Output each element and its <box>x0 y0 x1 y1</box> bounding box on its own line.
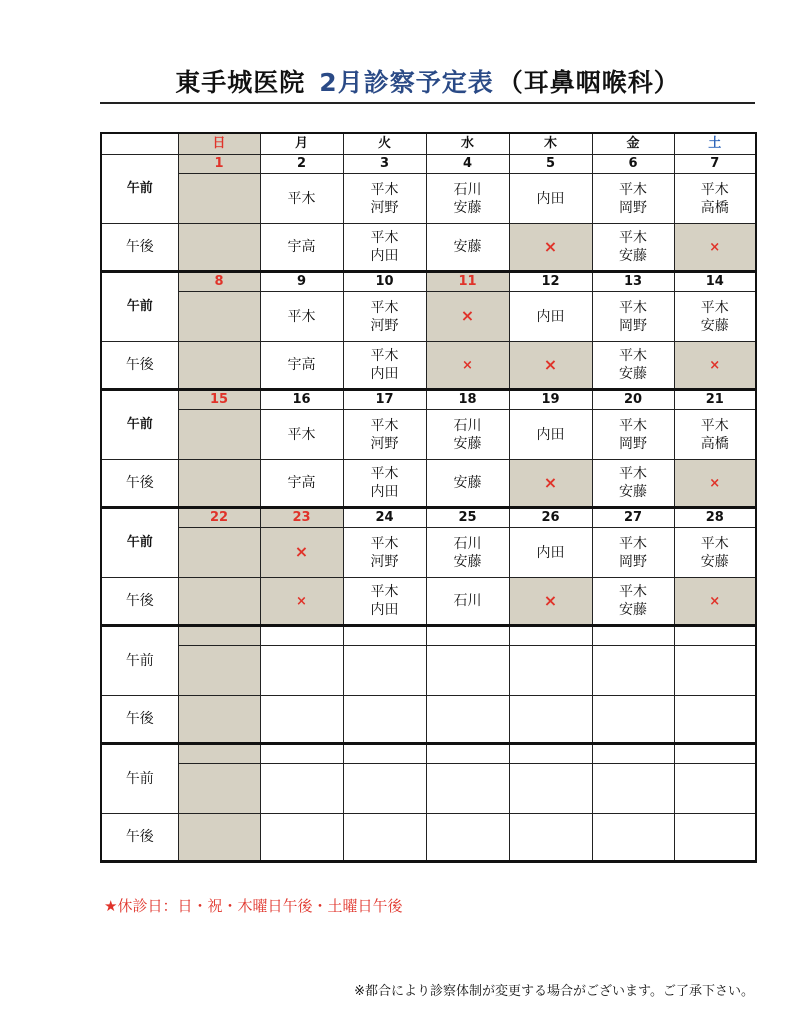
pm-cell <box>178 460 260 508</box>
blank-am-cell <box>178 764 260 814</box>
date-cell: 11 <box>426 272 509 292</box>
am-cell <box>178 292 260 342</box>
date-cell: 1 <box>178 155 260 174</box>
am-cell <box>178 410 260 460</box>
blank-pm-cell <box>509 696 592 744</box>
closed-mark-icon: × <box>543 472 558 492</box>
weekday-thu: 木 <box>509 133 592 155</box>
am-cell <box>178 174 260 224</box>
doctor-names: 平木 高橋 <box>700 181 729 216</box>
blank-am-row <box>101 646 756 696</box>
doctor-names: 宇高 <box>287 357 316 373</box>
date-cell: 7 <box>674 155 756 174</box>
doctor-names: 平木 岡野 <box>619 535 647 570</box>
pm-cell <box>674 578 756 626</box>
holiday-note: ★休診日：日・祝・木曜日午後・土曜日午後 <box>104 897 403 915</box>
doctor-names: 平木 <box>287 308 316 325</box>
closed-mark-icon: × <box>709 475 721 491</box>
am-cell <box>343 528 426 578</box>
blank-am-cell <box>674 646 756 696</box>
schedule-table <box>100 132 757 863</box>
date-cell: 24 <box>343 508 426 528</box>
weekday-mon: 月 <box>260 133 343 155</box>
date-cell: 17 <box>343 390 426 410</box>
pm-cell <box>509 342 592 390</box>
doctor-names: 平木 岡野 <box>619 299 647 334</box>
pm-cell <box>426 342 509 390</box>
weekday-wed: 水 <box>426 133 509 155</box>
doctor-names: 内田 <box>536 544 565 561</box>
pm-cell <box>178 578 260 626</box>
blank-pm-cell <box>674 696 756 744</box>
session-label-pm: 午後 <box>101 578 178 626</box>
date-cell: 5 <box>509 155 592 174</box>
pm-cell <box>260 578 343 626</box>
am-cell <box>674 292 756 342</box>
doctor-names: 石川 安藤 <box>453 417 482 452</box>
date-cell: 19 <box>509 390 592 410</box>
closed-mark-icon: × <box>543 354 558 374</box>
blank-date-cell <box>343 626 426 646</box>
blank-date-cell <box>343 744 426 764</box>
schedule-month: 2月診察予定表 <box>319 68 494 97</box>
pm-cell <box>674 460 756 508</box>
blank-am-cell <box>178 646 260 696</box>
blank-date-cell <box>426 744 509 764</box>
blank-date-cell <box>260 626 343 646</box>
doctor-names: 平木 安藤 <box>619 230 647 264</box>
blank-pm-cell <box>426 696 509 744</box>
session-label-am: 午前 <box>101 508 178 578</box>
closed-mark-icon: × <box>460 306 475 325</box>
blank-am-cell <box>509 764 592 814</box>
weekday-header-row <box>101 133 756 155</box>
pm-cell <box>592 224 674 272</box>
pm-row <box>101 342 756 390</box>
closed-mark-icon: × <box>296 593 307 609</box>
weekday-sun: 日 <box>178 133 260 155</box>
blank-date-cell <box>592 626 674 646</box>
doctor-names: 安藤 <box>453 475 482 491</box>
am-cell <box>178 528 260 578</box>
am-cell <box>260 410 343 460</box>
pm-cell <box>260 224 343 272</box>
blank-date-cell <box>426 626 509 646</box>
pm-cell <box>509 224 592 272</box>
session-label-pm: 午後 <box>101 460 178 508</box>
am-cell <box>592 410 674 460</box>
pm-cell <box>509 578 592 626</box>
pm-cell <box>260 460 343 508</box>
session-label-am: 午前 <box>101 744 178 814</box>
pm-cell <box>592 578 674 626</box>
session-label-am: 午前 <box>101 626 178 696</box>
session-label-am: 午前 <box>101 155 178 224</box>
blank-date-row <box>101 626 756 646</box>
blank-am-cell <box>592 764 674 814</box>
doctor-names: 内田 <box>536 426 565 443</box>
am-cell <box>343 292 426 342</box>
date-row <box>101 390 756 410</box>
session-label-pm: 午後 <box>101 814 178 862</box>
blank-pm-cell <box>426 814 509 862</box>
am-cell <box>674 528 756 578</box>
doctor-names: 平木 内田 <box>370 348 399 382</box>
am-cell <box>509 410 592 460</box>
blank-am-cell <box>343 764 426 814</box>
am-cell <box>426 174 509 224</box>
closed-mark-icon: × <box>294 542 309 561</box>
am-cell <box>426 410 509 460</box>
date-cell: 27 <box>592 508 674 528</box>
date-cell: 2 <box>260 155 343 174</box>
blank-date-cell <box>178 744 260 764</box>
session-label-pm: 午後 <box>101 224 178 272</box>
doctor-names: 平木 安藤 <box>619 348 647 382</box>
doctor-names: 平木 内田 <box>370 584 399 618</box>
am-cell <box>343 410 426 460</box>
date-cell: 8 <box>178 272 260 292</box>
date-cell: 10 <box>343 272 426 292</box>
doctor-names: 平木 河野 <box>370 535 399 570</box>
date-cell: 14 <box>674 272 756 292</box>
blank-pm-cell <box>260 814 343 862</box>
blank-am-cell <box>509 646 592 696</box>
blank-pm-cell <box>592 814 674 862</box>
doctor-names: 平木 安藤 <box>619 584 647 618</box>
am-cell <box>674 410 756 460</box>
pm-row <box>101 460 756 508</box>
blank-pm-cell <box>592 696 674 744</box>
blank-am-cell <box>592 646 674 696</box>
closed-mark-icon: × <box>709 357 721 373</box>
date-cell: 22 <box>178 508 260 528</box>
am-cell <box>674 174 756 224</box>
doctor-names: 宇高 <box>287 239 316 255</box>
doctor-names: 平木 内田 <box>370 230 399 264</box>
doctor-names: 宇高 <box>287 475 316 491</box>
session-label-pm: 午後 <box>101 696 178 744</box>
pm-row <box>101 578 756 626</box>
date-row <box>101 155 756 174</box>
blank-am-cell <box>426 646 509 696</box>
session-label-am: 午前 <box>101 272 178 342</box>
blank-am-cell <box>426 764 509 814</box>
date-cell: 25 <box>426 508 509 528</box>
blank-am-cell <box>343 646 426 696</box>
blank-pm-cell <box>178 696 260 744</box>
date-cell: 18 <box>426 390 509 410</box>
blank-date-cell <box>592 744 674 764</box>
pm-cell <box>426 578 509 626</box>
am-cell <box>343 174 426 224</box>
blank-am-row <box>101 764 756 814</box>
am-cell <box>592 292 674 342</box>
pm-row <box>101 224 756 272</box>
blank-pm-cell <box>260 696 343 744</box>
weekday-tue: 火 <box>343 133 426 155</box>
am-row <box>101 410 756 460</box>
doctor-names: 平木 <box>287 190 316 207</box>
pm-cell <box>426 460 509 508</box>
doctor-names: 石川 <box>453 593 482 609</box>
pm-cell <box>343 342 426 390</box>
doctor-names: 内田 <box>536 308 565 325</box>
date-cell: 26 <box>509 508 592 528</box>
closed-mark-icon: × <box>543 590 558 610</box>
pm-cell <box>426 224 509 272</box>
date-cell: 16 <box>260 390 343 410</box>
date-cell: 4 <box>426 155 509 174</box>
am-cell <box>426 528 509 578</box>
pm-cell <box>260 342 343 390</box>
date-row <box>101 508 756 528</box>
date-cell: 28 <box>674 508 756 528</box>
doctor-names: 平木 内田 <box>370 466 399 500</box>
date-cell: 6 <box>592 155 674 174</box>
date-cell: 3 <box>343 155 426 174</box>
doctor-names: 平木 安藤 <box>700 299 729 334</box>
pm-cell <box>343 460 426 508</box>
blank-pm-cell <box>343 696 426 744</box>
doctor-names: 平木 河野 <box>370 299 399 334</box>
clinic-name: 東手城医院 <box>175 68 306 97</box>
am-cell <box>592 528 674 578</box>
am-cell <box>509 174 592 224</box>
header-corner <box>101 133 178 155</box>
blank-pm-cell <box>343 814 426 862</box>
am-row <box>101 528 756 578</box>
blank-pm-cell <box>509 814 592 862</box>
pm-cell <box>343 578 426 626</box>
blank-date-cell <box>178 626 260 646</box>
pm-cell <box>509 460 592 508</box>
blank-pm-cell <box>674 814 756 862</box>
doctor-names: 内田 <box>536 190 565 207</box>
page-title <box>100 66 755 100</box>
am-cell <box>592 174 674 224</box>
weekday-fri: 金 <box>592 133 674 155</box>
doctor-names: 平木 岡野 <box>619 417 647 452</box>
am-cell <box>260 174 343 224</box>
pm-cell <box>343 224 426 272</box>
doctor-names: 石川 安藤 <box>453 181 482 216</box>
blank-am-cell <box>260 764 343 814</box>
doctor-names: 平木 高橋 <box>700 417 729 452</box>
blank-date-cell <box>674 744 756 764</box>
am-cell <box>509 292 592 342</box>
pm-cell <box>674 224 756 272</box>
blank-date-cell <box>509 626 592 646</box>
am-cell <box>509 528 592 578</box>
session-label-pm: 午後 <box>101 342 178 390</box>
blank-date-cell <box>260 744 343 764</box>
am-cell <box>426 292 509 342</box>
blank-am-cell <box>674 764 756 814</box>
date-cell: 20 <box>592 390 674 410</box>
doctor-names: 平木 河野 <box>370 181 399 216</box>
doctor-names: 平木 <box>287 426 316 443</box>
department-name: （耳鼻咽喉科） <box>497 68 680 97</box>
date-row <box>101 272 756 292</box>
footer-note: ※都合により診察体制が変更する場合がございます。ご了承下さい。 <box>354 984 754 999</box>
blank-date-cell <box>509 744 592 764</box>
date-cell: 21 <box>674 390 756 410</box>
title-bar <box>100 66 755 104</box>
pm-cell <box>674 342 756 390</box>
closed-mark-icon: × <box>709 239 721 255</box>
doctor-names: 平木 河野 <box>370 417 399 452</box>
am-row <box>101 174 756 224</box>
pm-cell <box>592 460 674 508</box>
pm-cell <box>592 342 674 390</box>
pm-cell <box>178 342 260 390</box>
doctor-names: 安藤 <box>453 239 482 255</box>
doctor-names: 石川 安藤 <box>453 535 482 570</box>
closed-mark-icon: × <box>709 593 721 609</box>
date-cell: 15 <box>178 390 260 410</box>
blank-date-row <box>101 744 756 764</box>
blank-pm-row <box>101 696 756 744</box>
doctor-names: 平木 安藤 <box>700 535 729 570</box>
doctor-names: 平木 岡野 <box>619 181 647 216</box>
session-label-am: 午前 <box>101 390 178 460</box>
pm-cell <box>178 224 260 272</box>
am-cell <box>260 292 343 342</box>
doctor-names: 平木 安藤 <box>619 466 647 500</box>
am-row <box>101 292 756 342</box>
closed-mark-icon: × <box>462 357 473 373</box>
date-cell: 13 <box>592 272 674 292</box>
blank-am-cell <box>260 646 343 696</box>
closed-mark-icon: × <box>543 236 558 256</box>
blank-pm-cell <box>178 814 260 862</box>
blank-pm-row <box>101 814 756 862</box>
am-cell <box>260 528 343 578</box>
date-cell: 12 <box>509 272 592 292</box>
weekday-sat: 土 <box>674 133 756 155</box>
date-cell: 9 <box>260 272 343 292</box>
blank-date-cell <box>674 626 756 646</box>
date-cell: 23 <box>260 508 343 528</box>
